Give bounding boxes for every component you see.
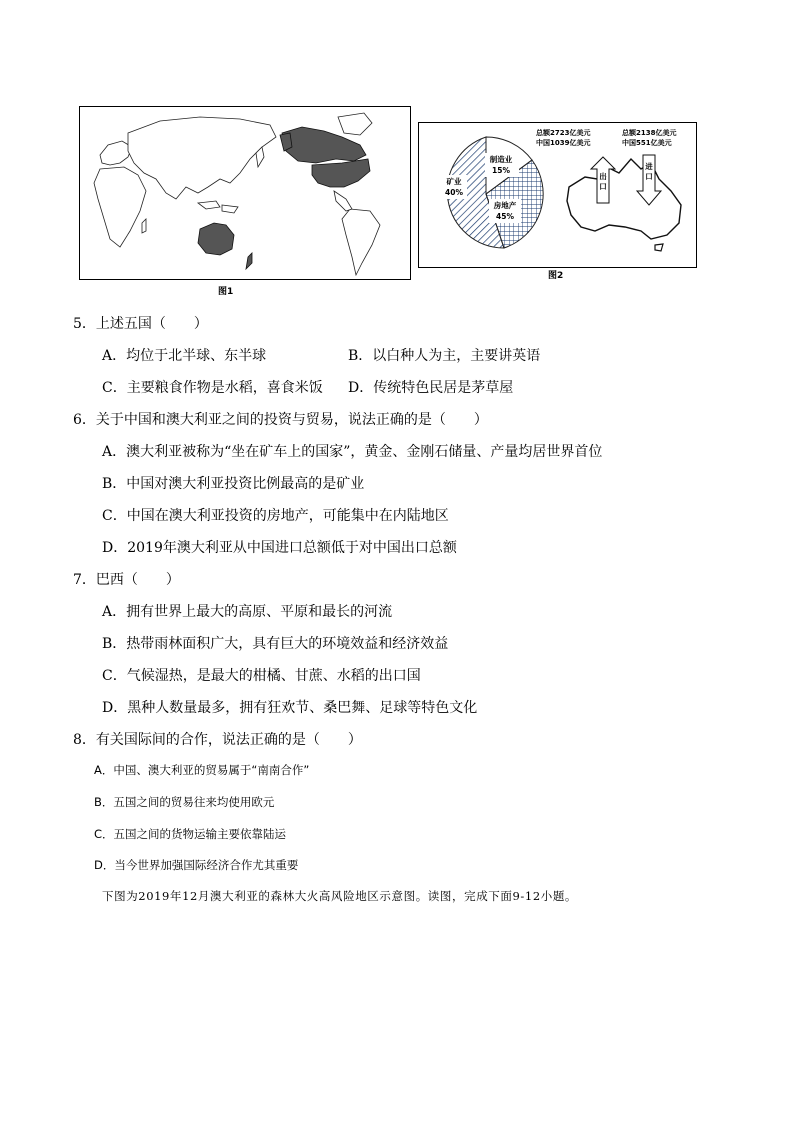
question-6-option-a[interactable]: A．澳大利亚被称为“坐在矿车上的国家”，黄金、金刚石储量、产量均居世界首位	[102, 444, 603, 460]
figure2-investment-trade	[418, 122, 697, 268]
export-char-1: 出	[599, 172, 607, 181]
usa-shape	[312, 159, 370, 187]
question-5-option-d[interactable]: D．传统特色民居是茅草屋	[348, 380, 514, 396]
question-5-option-a[interactable]: A．均位于北半球、东半球	[102, 348, 267, 364]
figure2-svg	[419, 123, 696, 267]
export-china-text: 中国1039亿美元	[536, 139, 591, 147]
question-7-option-c[interactable]: C．气候湿热，是最大的柑橘、甘蔗、水稻的出口国	[102, 668, 421, 684]
africa-landmass	[94, 167, 146, 247]
import-total-text: 总额2138亿美元	[622, 129, 677, 137]
pie-label-real-estate: 房地产	[493, 201, 517, 210]
europe-landmass	[100, 141, 132, 165]
world-map-svg	[80, 107, 410, 279]
import-char-2: 口	[645, 172, 653, 181]
question-6-option-c[interactable]: C．中国在澳大利亚投资的房地产，可能集中在内陆地区	[102, 508, 449, 524]
pie-value-manufacturing: 15%	[492, 166, 510, 175]
pie-label-mining: 矿业	[446, 177, 462, 186]
question-8-option-b[interactable]: B．五国之间的贸易往来均使用欧元	[94, 795, 275, 809]
south-america-landmass	[342, 209, 380, 275]
question-6-option-d[interactable]: D．2019年澳大利亚从中国进口总额低于对中国出口总额	[102, 540, 457, 556]
question-7-option-a[interactable]: A．拥有世界上最大的高原、平原和最长的河流	[102, 604, 393, 620]
question-5-stem: 5．上述五国（ ）	[73, 316, 208, 332]
figure1-caption: 图1	[218, 287, 234, 297]
question-8-stem: 8．有关国际间的合作，说法正确的是（ ）	[73, 732, 362, 748]
asia-landmass	[128, 117, 276, 199]
question-5-option-b[interactable]: B．以白种人为主，主要讲英语	[348, 348, 541, 364]
question-8-option-a[interactable]: A．中国、澳大利亚的贸易属于“南南合作”	[94, 763, 310, 777]
australia-shape	[198, 223, 234, 255]
question-8-option-c[interactable]: C．五国之间的货物运输主要依靠陆运	[94, 827, 287, 841]
question-6-stem: 6．关于中国和澳大利亚之间的投资与贸易，说法正确的是（ ）	[73, 412, 488, 428]
investment-pie-chart	[441, 137, 543, 248]
import-china-text: 中国551亿美元	[622, 139, 672, 147]
question-6-option-b[interactable]: B．中国对澳大利亚投资比例最高的是矿业	[102, 476, 365, 492]
question-7-option-b[interactable]: B．热带雨林面积广大，具有巨大的环境效益和经济效益	[102, 636, 449, 652]
import-char-1: 进	[645, 162, 653, 171]
question-5-option-c[interactable]: C．主要粮食作物是水稻，喜食米饭	[102, 380, 323, 396]
newzealand-shape	[246, 253, 252, 269]
pie-label-manufacturing: 制造业	[489, 155, 513, 164]
alaska-shape	[280, 133, 292, 151]
pie-value-mining: 40%	[445, 188, 463, 197]
figure2-caption: 图2	[548, 271, 564, 281]
next-section-intro: 下图为2019年12月澳大利亚的森林大火高风险地区示意图。读图，完成下面9-12小题。	[102, 889, 578, 903]
pie-value-real-estate: 45%	[496, 212, 514, 221]
australia-outline	[567, 159, 681, 239]
figure1-world-map	[79, 106, 411, 280]
export-char-2: 口	[599, 182, 607, 191]
question-7-stem: 7．巴西（ ）	[73, 572, 180, 588]
question-8-option-d[interactable]: D．当今世界加强国际经济合作尤其重要	[94, 858, 299, 872]
export-total-text: 总额2723亿美元	[536, 129, 591, 137]
question-7-option-d[interactable]: D．黑种人数量最多，拥有狂欢节、桑巴舞、足球等特色文化	[102, 700, 478, 716]
